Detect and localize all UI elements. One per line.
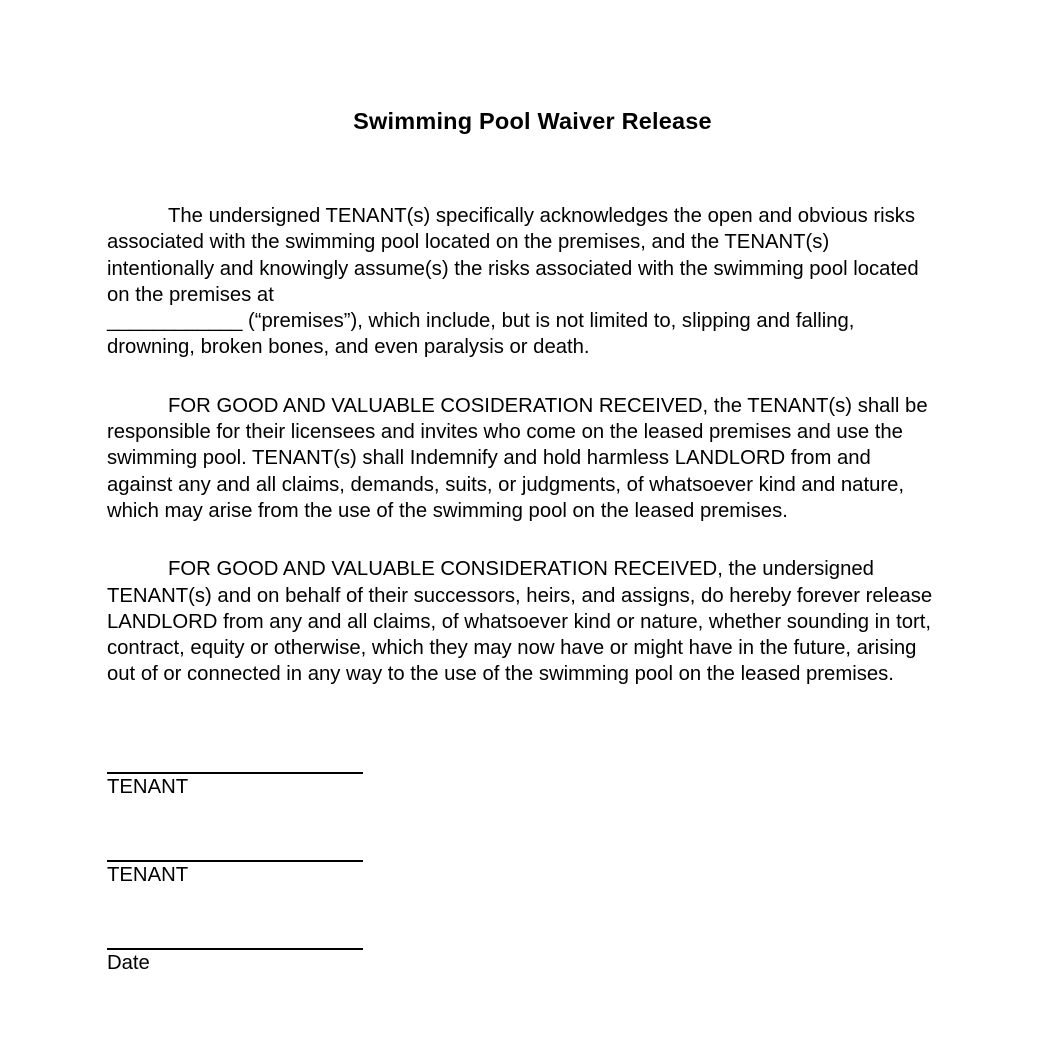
paragraph-line: FOR GOOD AND VALUABLE CONSIDERATION RECEIVED, the undersigned [168, 558, 874, 581]
signature-block [107, 860, 958, 888]
paragraph-line: intentionally and knowingly assume(s) the risks associated with the swimming pool located [107, 257, 919, 280]
signature-label: Date [107, 952, 150, 975]
paragraph-line: on the premises at [107, 283, 274, 306]
paragraph [107, 393, 958, 524]
signature-label: TENANT [107, 775, 189, 798]
paragraph-line: which may arise from the use of the swimming pool on the leased premises. [107, 499, 788, 522]
paragraph-line: associated with the swimming pool located on the premises, and the TENANT(s) [107, 231, 830, 254]
paragraph-line: The undersigned TENANT(s) specifically acknowledges the open and obvious risks [168, 205, 916, 227]
signature-block [107, 948, 958, 976]
paragraph-line: FOR GOOD AND VALUABLE COSIDERATION RECEIVED, the TENANT(s) shall be [168, 394, 928, 417]
document-body [107, 136, 958, 688]
paragraph-line: TENANT(s) and on behalf of their successors, heirs, and assigns, do hereby forever release [107, 584, 933, 607]
signature-block [107, 772, 958, 800]
paragraph-line: against any and all claims, demands, suits, or judgments, of whatsoever kind and nature, [107, 473, 905, 496]
paragraph-line: swimming pool. TENANT(s) shall Indemnify and hold harmless LANDLORD from and [107, 447, 871, 470]
paragraph-line: out of or connected in any way to the use of the swimming pool on the leased premises. [107, 663, 894, 686]
document-title: Swimming Pool Waiver Release [353, 108, 712, 134]
signature-section [107, 688, 958, 977]
paragraph-line: contract, equity or otherwise, which they may now have or might have in the future, arising [107, 637, 917, 660]
signature-label: TENANT [107, 864, 189, 887]
paragraph-line: ____________ (“premises”), which include, but is not limited to, slipping and falling, [107, 310, 855, 333]
paragraph [107, 556, 958, 687]
paragraph [107, 203, 958, 361]
paragraph-line: LANDLORD from any and all claims, of whatsoever kind or nature, whether sounding in tort, [107, 610, 932, 633]
paragraph-line: drowning, broken bones, and even paralysis or death. [107, 336, 590, 359]
paragraph-line: responsible for their licensees and invites who come on the leased premises and use the [107, 421, 903, 444]
